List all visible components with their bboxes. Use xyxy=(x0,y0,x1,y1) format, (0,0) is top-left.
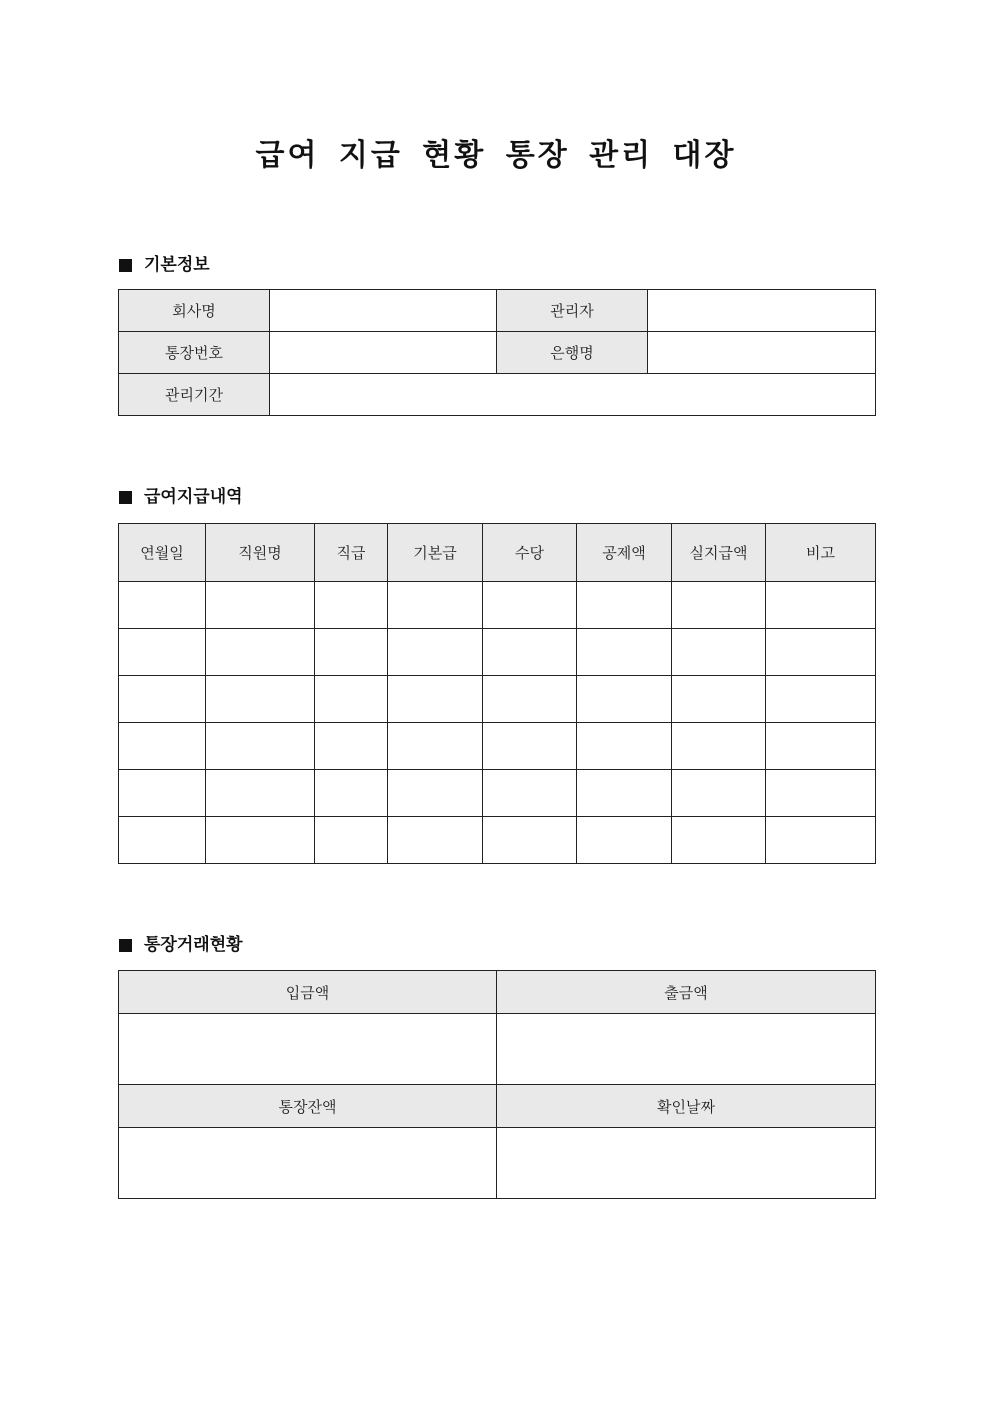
payroll-header-row xyxy=(119,524,876,582)
basic-info-heading-text: 기본정보 xyxy=(144,255,210,275)
table-cell[interactable] xyxy=(388,817,483,864)
table-cell[interactable] xyxy=(206,582,315,629)
table-cell[interactable] xyxy=(119,817,206,864)
basic-info-table xyxy=(118,289,876,416)
square-bullet-icon xyxy=(119,259,132,272)
table-cell[interactable] xyxy=(672,676,766,723)
transactions-heading-text: 통장거래현황 xyxy=(144,935,243,955)
table-cell[interactable] xyxy=(766,770,876,817)
table-row xyxy=(119,676,876,723)
table-cell[interactable] xyxy=(766,723,876,770)
table-cell[interactable] xyxy=(672,582,766,629)
table-cell[interactable] xyxy=(315,817,388,864)
table-cell[interactable] xyxy=(315,676,388,723)
balance-label: 통장잔액 xyxy=(119,1085,497,1128)
table-row xyxy=(119,582,876,629)
transactions-value-row-2 xyxy=(119,1128,876,1199)
management-period-label: 관리기간 xyxy=(119,374,270,416)
transactions-heading xyxy=(119,933,243,957)
table-cell[interactable] xyxy=(119,770,206,817)
table-cell[interactable] xyxy=(483,676,577,723)
table-row xyxy=(119,629,876,676)
deposit-label: 입금액 xyxy=(119,971,497,1014)
table-cell[interactable] xyxy=(483,723,577,770)
table-cell[interactable] xyxy=(672,817,766,864)
table-cell[interactable] xyxy=(766,817,876,864)
table-cell[interactable] xyxy=(119,723,206,770)
column-header-remarks: 비고 xyxy=(766,524,876,582)
management-period-field[interactable] xyxy=(270,374,876,416)
table-cell[interactable] xyxy=(483,582,577,629)
info-row-account xyxy=(119,332,876,374)
bank-name-field[interactable] xyxy=(648,332,876,374)
table-cell[interactable] xyxy=(766,676,876,723)
column-header-date: 연월일 xyxy=(119,524,206,582)
table-cell[interactable] xyxy=(672,770,766,817)
table-cell[interactable] xyxy=(388,770,483,817)
confirm-date-label: 확인날짜 xyxy=(497,1085,876,1128)
table-cell[interactable] xyxy=(388,629,483,676)
table-cell[interactable] xyxy=(577,676,672,723)
table-cell[interactable] xyxy=(483,817,577,864)
table-cell[interactable] xyxy=(388,723,483,770)
table-cell[interactable] xyxy=(315,582,388,629)
transactions-header-row-1 xyxy=(119,971,876,1014)
manager-field[interactable] xyxy=(648,290,876,332)
table-row xyxy=(119,817,876,864)
confirm-date-field[interactable] xyxy=(497,1128,876,1199)
column-header-base-pay: 기본급 xyxy=(388,524,483,582)
column-header-employee: 직원명 xyxy=(206,524,315,582)
table-cell[interactable] xyxy=(766,629,876,676)
bank-name-label: 은행명 xyxy=(497,332,648,374)
table-cell[interactable] xyxy=(577,770,672,817)
table-cell[interactable] xyxy=(206,676,315,723)
table-cell[interactable] xyxy=(206,770,315,817)
table-cell[interactable] xyxy=(577,723,672,770)
column-header-position: 직급 xyxy=(315,524,388,582)
column-header-allowance: 수당 xyxy=(483,524,577,582)
table-cell[interactable] xyxy=(119,676,206,723)
company-name-label: 회사명 xyxy=(119,290,270,332)
info-row-company xyxy=(119,290,876,332)
transactions-header-row-2 xyxy=(119,1085,876,1128)
table-cell[interactable] xyxy=(577,582,672,629)
deposit-field[interactable] xyxy=(119,1014,497,1085)
withdrawal-label: 출금액 xyxy=(497,971,876,1014)
table-cell[interactable] xyxy=(766,582,876,629)
info-row-period xyxy=(119,374,876,416)
payroll-table xyxy=(118,523,876,864)
square-bullet-icon xyxy=(119,939,132,952)
basic-info-heading xyxy=(119,253,210,277)
table-cell[interactable] xyxy=(206,629,315,676)
table-cell[interactable] xyxy=(315,770,388,817)
table-cell[interactable] xyxy=(315,629,388,676)
column-header-net-pay: 실지급액 xyxy=(672,524,766,582)
account-number-field[interactable] xyxy=(270,332,497,374)
table-cell[interactable] xyxy=(672,723,766,770)
table-cell[interactable] xyxy=(483,770,577,817)
payroll-heading xyxy=(119,485,243,509)
table-cell[interactable] xyxy=(206,723,315,770)
table-cell[interactable] xyxy=(119,582,206,629)
column-header-deduction: 공제액 xyxy=(577,524,672,582)
table-row xyxy=(119,723,876,770)
payroll-heading-text: 급여지급내역 xyxy=(144,487,243,507)
table-row xyxy=(119,770,876,817)
transactions-table xyxy=(118,970,876,1199)
table-cell[interactable] xyxy=(577,629,672,676)
company-name-field[interactable] xyxy=(270,290,497,332)
manager-label: 관리자 xyxy=(497,290,648,332)
table-cell[interactable] xyxy=(119,629,206,676)
table-cell[interactable] xyxy=(206,817,315,864)
withdrawal-field[interactable] xyxy=(497,1014,876,1085)
square-bullet-icon xyxy=(119,491,132,504)
balance-field[interactable] xyxy=(119,1128,497,1199)
document-title: 급여 지급 현황 통장 관리 대장 xyxy=(255,138,737,173)
table-cell[interactable] xyxy=(388,676,483,723)
table-cell[interactable] xyxy=(577,817,672,864)
account-number-label: 통장번호 xyxy=(119,332,270,374)
transactions-value-row-1 xyxy=(119,1014,876,1085)
table-cell[interactable] xyxy=(315,723,388,770)
table-cell[interactable] xyxy=(483,629,577,676)
table-cell[interactable] xyxy=(388,582,483,629)
table-cell[interactable] xyxy=(672,629,766,676)
